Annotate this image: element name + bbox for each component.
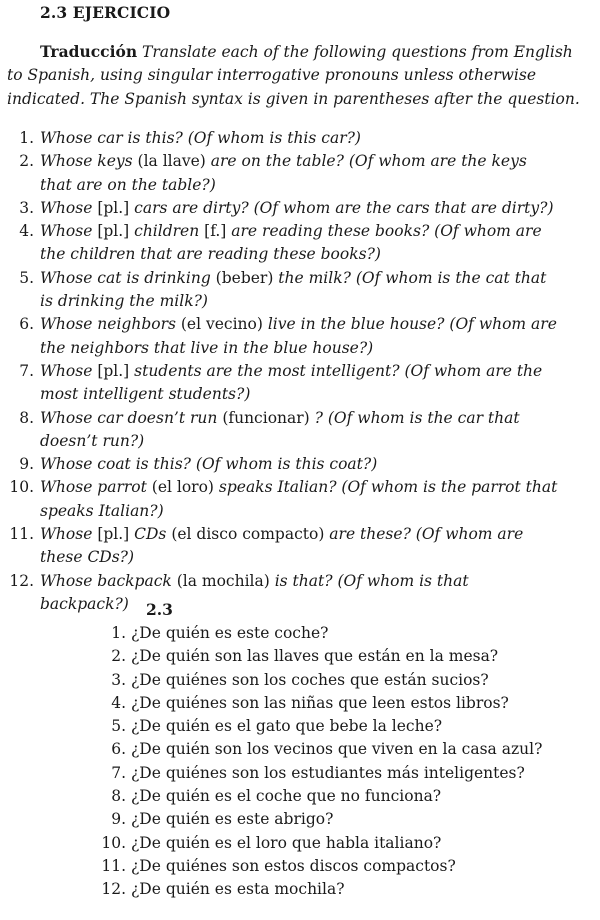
question-number: 3. (19, 198, 34, 217)
question-text-part: is that? (Of whom is that backpack?) (40, 571, 469, 613)
question-text-part: live in the blue house? (Of whom are the neighbors that live in the blue house?) (40, 315, 557, 357)
question-text-part: ? (Of whom is the car that doesn’t run?) (40, 408, 520, 450)
answer-text: ¿De quién es el loro que habla italiano? (131, 833, 442, 852)
instructions-paragraph (7, 40, 587, 111)
instructions-text: Translate each of the following questions from English to Spanish, using singular interrogative pronouns unless otherwise indicated. The Spanish syntax is given in parentheses after the question. (7, 43, 580, 108)
question-item (0, 360, 580, 407)
answer-item (0, 808, 560, 831)
question-text-part: speaks Italian? (Of whom is the parrot that speaks Italian?) (40, 478, 558, 520)
question-text-part: Whose car doesn’t run (40, 408, 223, 427)
question-item (0, 197, 580, 220)
answer-number: 10. (101, 833, 126, 852)
question-text-part: CDs (129, 525, 172, 544)
answer-item (0, 622, 560, 645)
answer-item (0, 715, 560, 738)
question-text-part: Whose (40, 525, 98, 544)
question-text-part: Whose car is this? (Of whom is this car?) (40, 129, 361, 147)
question-item (0, 407, 580, 454)
question-item (0, 150, 580, 197)
question-gloss: (beber) (215, 268, 274, 287)
answer-item (0, 762, 560, 785)
answer-item (0, 785, 560, 808)
question-text-part: Whose cat is drinking (40, 268, 216, 287)
answer-number: 3. (111, 670, 126, 689)
answer-text: ¿De quiénes son estos discos compactos? (131, 856, 456, 875)
question-gloss: [pl.] (97, 222, 130, 241)
question-item (0, 453, 580, 476)
answer-text: ¿De quiénes son las niñas que leen estos libros? (131, 693, 509, 712)
question-number: 6. (19, 315, 34, 334)
question-number: 12. (9, 571, 34, 590)
question-gloss: (el disco compacto) (171, 525, 325, 544)
question-number: 11. (9, 525, 34, 544)
question-text-part: children (129, 222, 205, 241)
question-number: 7. (19, 361, 34, 380)
question-text-part: Whose neighbors (40, 315, 181, 334)
question-text (34, 267, 560, 314)
question-gloss: (funcionar) (222, 408, 310, 427)
question-item (0, 570, 580, 617)
answer-text: ¿De quién es esta mochila? (131, 880, 345, 899)
question-text (34, 127, 560, 150)
question-text-part: are reading these books? (Of whom are the children that are reading these books?) (40, 222, 542, 264)
answer-item (0, 878, 560, 901)
question-text (34, 360, 560, 407)
answer-item (0, 738, 560, 761)
answer-number: 6. (111, 740, 126, 759)
answer-item (0, 692, 560, 715)
question-item (0, 523, 580, 570)
question-number: 1. (19, 129, 34, 147)
question-text-part: Whose (40, 361, 98, 380)
question-text (34, 407, 560, 454)
question-gloss: [pl.] (97, 198, 130, 217)
answer-number: 7. (111, 763, 126, 782)
question-item (0, 267, 580, 314)
answer-item (0, 855, 560, 878)
answer-text: ¿De quién son las llaves que están en la mesa? (131, 647, 499, 666)
exercise-heading: 2.3 EJERCICIO (40, 3, 171, 22)
question-text (34, 523, 560, 570)
question-text-part: are these? (Of whom are these CDs?) (40, 525, 524, 567)
question-item (0, 476, 580, 523)
answer-number: 12. (101, 880, 126, 899)
question-text-part: Whose coat is this? (Of whom is this coat?) (40, 455, 378, 474)
answer-item (0, 645, 560, 668)
question-text-part: the milk? (Of whom is the cat that is drinking the milk?) (40, 268, 547, 311)
question-number: 5. (19, 268, 34, 287)
question-number: 9. (19, 455, 34, 474)
question-gloss: (el vecino) (180, 315, 263, 334)
answer-number: 5. (111, 717, 126, 736)
question-text-part: Whose parrot (40, 478, 152, 497)
question-gloss: [pl.] (97, 361, 130, 380)
answer-item (0, 832, 560, 855)
answer-text: ¿De quién es este abrigo? (131, 810, 334, 829)
question-list (0, 127, 580, 616)
question-number: 8. (19, 408, 34, 427)
answer-text: ¿De quién es el coche que no funciona? (131, 787, 442, 806)
question-text (34, 476, 560, 523)
question-text-part: Whose backpack (40, 571, 177, 590)
question-text-part: cars are dirty? (Of whom are the cars that are dirty?) (129, 198, 554, 217)
question-text-part: are on the table? (Of whom are the keys that are on the table?) (40, 152, 527, 194)
question-text-part: Whose (40, 198, 98, 217)
answer-text: ¿De quién es este coche? (131, 624, 329, 642)
answer-number: 11. (101, 856, 126, 875)
answer-number: 4. (111, 693, 126, 712)
answer-number: 8. (111, 787, 126, 806)
question-text (34, 570, 560, 617)
answer-text: ¿De quiénes son los estudiantes más inteligentes? (131, 763, 525, 782)
answer-number: 9. (111, 810, 126, 829)
question-gloss: [f.] (204, 222, 227, 241)
question-text (34, 197, 560, 220)
question-gloss: (la llave) (137, 152, 206, 171)
answer-item (0, 669, 560, 692)
question-number: 4. (19, 222, 34, 241)
question-item (0, 313, 580, 360)
question-text-part: Whose keys (40, 152, 138, 171)
answer-text: ¿De quiénes son los coches que están sucios? (131, 670, 489, 689)
question-number: 2. (19, 152, 34, 171)
question-gloss: (la mochila) (176, 571, 270, 590)
answers-heading: 2.3 (146, 600, 173, 619)
instructions-title: Traducción (40, 42, 138, 61)
question-text-part: students are the most intelligent? (Of whom are the most intelligent students?) (40, 361, 543, 404)
question-text-part: Whose (40, 222, 98, 241)
question-text (34, 150, 560, 197)
question-gloss: [pl.] (97, 525, 130, 544)
question-gloss: (el loro) (151, 478, 214, 497)
answer-list (0, 622, 560, 902)
question-number: 10. (9, 478, 34, 497)
answer-number: 2. (111, 647, 126, 666)
question-item (0, 127, 580, 150)
answer-text: ¿De quién es el gato que bebe la leche? (131, 717, 443, 736)
question-text (34, 220, 560, 267)
answer-text: ¿De quién son los vecinos que viven en la casa azul? (131, 740, 543, 759)
question-item (0, 220, 580, 267)
question-text (34, 453, 560, 476)
answer-number: 1. (111, 624, 126, 642)
question-text (34, 313, 560, 360)
